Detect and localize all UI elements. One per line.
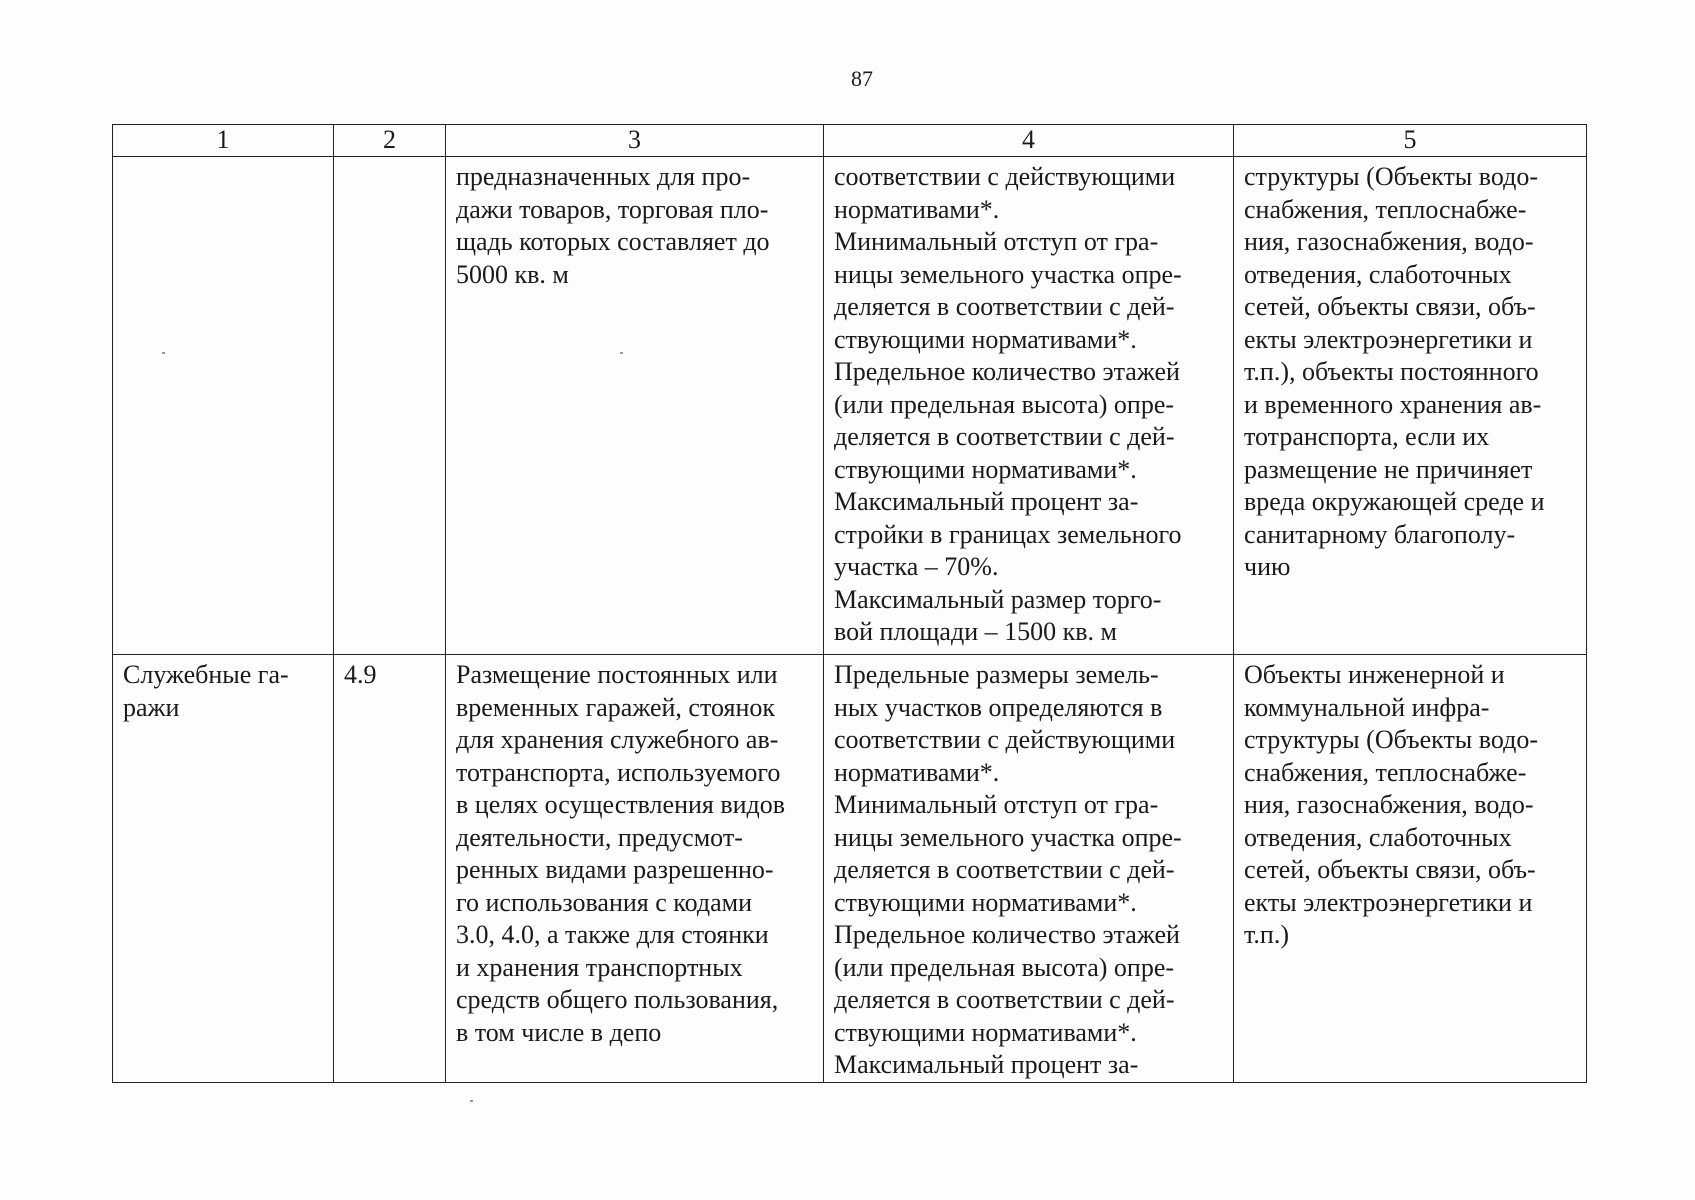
- cell-text-line: сетей, объекты связи, объ-: [1244, 855, 1536, 884]
- table-cell-4: [824, 157, 1234, 655]
- cell-text-line: временных гаражей, стоянок: [456, 692, 775, 722]
- cell-text-line: стройки в границах земельного: [834, 519, 1182, 549]
- zoning-table: [112, 124, 1587, 1083]
- table-row: [113, 655, 1587, 1083]
- cell-text-line: соответствии с действующими: [834, 162, 1176, 191]
- cell-text-line: и хранения транспортных: [456, 952, 743, 982]
- table-cell-4: [824, 655, 1234, 1083]
- cell-text-line: деляется в соответствии с дей-: [834, 855, 1175, 884]
- cell-text-line: Максимальный размер торго-: [834, 584, 1162, 614]
- cell-text-line: Предельное количество этажей: [834, 920, 1180, 949]
- cell-text-line: деляется в соответствии с дей-: [834, 422, 1175, 451]
- cell-text-line: снабжения, теплоснабже-: [1244, 194, 1527, 224]
- header-cell-2: 2: [334, 125, 446, 157]
- header-cell-4: 4: [824, 125, 1234, 157]
- cell-text-line: ния, газоснабжения, водо-: [1244, 790, 1534, 819]
- cell-text-line: деляется в соответствии с дей-: [834, 292, 1175, 321]
- cell-text-line: ницы земельного участка опре-: [834, 822, 1182, 852]
- cell-text-line: в целях осуществления видов: [456, 790, 786, 819]
- cell-text-line: Служебные га-: [123, 660, 289, 689]
- cell-text-line: ражи: [123, 692, 180, 722]
- cell-text-line: деятельности, предусмот-: [456, 822, 743, 852]
- cell-text-line: (или предельная высота) опре-: [834, 389, 1175, 419]
- table-cell-2: [334, 655, 446, 1083]
- cell-text-line: Предельные размеры земель-: [834, 660, 1159, 689]
- cell-text-line: Объекты инженерной и: [1244, 660, 1505, 689]
- cell-text-line: ницы земельного участка опре-: [834, 259, 1182, 289]
- cell-text-line: щадь которых составляет до: [456, 227, 770, 256]
- table-cell-2: [334, 157, 446, 655]
- table-cell-1: [113, 655, 334, 1083]
- cell-text-line: ствующими нормативами*.: [834, 1017, 1137, 1047]
- cell-text-line: ствующими нормативами*.: [834, 324, 1137, 354]
- header-cell-5: 5: [1234, 125, 1587, 157]
- cell-text-line: го использования с кодами: [456, 887, 752, 917]
- cell-text-line: соответствии с действующими: [834, 725, 1176, 754]
- cell-text-line: тотранспорта, если их: [1244, 422, 1490, 451]
- cell-text-line: нормативами*.: [834, 757, 1000, 787]
- cell-text-line: и временного хранения ав-: [1244, 389, 1542, 419]
- cell-text-line: екты электроэнергетики и: [1244, 887, 1533, 917]
- cell-text-line: вой площади – 1500 кв. м: [834, 617, 1117, 646]
- cell-text-line: Минимальный отступ от гра-: [834, 790, 1159, 819]
- cell-text-line: дажи товаров, торговая пло-: [456, 194, 769, 224]
- cell-text-line: тотранспорта, используемого: [456, 757, 781, 787]
- cell-text-line: Размещение постоянных или: [456, 660, 778, 689]
- cell-text-line: сетей, объекты связи, объ-: [1244, 292, 1536, 321]
- cell-text-line: чию: [1244, 552, 1291, 581]
- cell-text-line: Предельное количество этажей: [834, 357, 1180, 386]
- header-cell-1: 1: [113, 125, 334, 157]
- cell-text-line: деляется в соответствии с дей-: [834, 985, 1175, 1014]
- cell-text-line: санитарному благополу-: [1244, 519, 1516, 549]
- cell-text-line: ных участков определяются в: [834, 692, 1163, 722]
- table-row: [113, 157, 1587, 655]
- header-cell-3: 3: [446, 125, 824, 157]
- cell-text-line: 4.9: [344, 660, 377, 689]
- table-cell-1: [113, 157, 334, 655]
- cell-text-line: 3.0, 4.0, а также для стоянки: [456, 920, 769, 949]
- cell-text-line: предназначенных для про-: [456, 162, 751, 191]
- cell-text-line: участка – 70%.: [834, 552, 999, 581]
- table-cell-5: [1234, 157, 1587, 655]
- cell-text-line: структуры (Объекты водо-: [1244, 725, 1539, 754]
- cell-text-line: средств общего пользования,: [456, 985, 779, 1014]
- cell-text-line: отведения, слаботочных: [1244, 259, 1512, 289]
- cell-text-line: размещение не причиняет: [1244, 454, 1533, 484]
- cell-text-line: ния, газоснабжения, водо-: [1244, 227, 1534, 256]
- cell-text-line: нормативами*.: [834, 194, 1000, 224]
- cell-text-line: структуры (Объекты водо-: [1244, 162, 1539, 191]
- cell-text-line: т.п.): [1244, 920, 1289, 949]
- scan-speck: [162, 352, 165, 354]
- cell-text-line: (или предельная высота) опре-: [834, 952, 1175, 982]
- cell-text-line: екты электроэнергетики и: [1244, 324, 1533, 354]
- scan-speck: [620, 352, 623, 354]
- cell-text-line: т.п.), объекты постоянного: [1244, 357, 1539, 386]
- cell-text-line: ствующими нормативами*.: [834, 454, 1137, 484]
- cell-text-line: 5000 кв. м: [456, 259, 569, 289]
- table-cell-3: [446, 157, 824, 655]
- scan-speck: [470, 1100, 473, 1102]
- cell-text-line: Минимальный отступ от гра-: [834, 227, 1159, 256]
- cell-text-line: коммунальной инфра-: [1244, 692, 1490, 722]
- cell-text-line: снабжения, теплоснабже-: [1244, 757, 1527, 787]
- table-cell-3: [446, 655, 824, 1083]
- header-row: [113, 125, 1587, 157]
- cell-text-line: в том числе в депо: [456, 1017, 662, 1047]
- cell-text-line: ренных видами разрешенно-: [456, 855, 774, 884]
- table-cell-5: [1234, 655, 1587, 1083]
- page-number: 87: [851, 66, 873, 91]
- cell-text-line: для хранения служебного ав-: [456, 725, 779, 754]
- cell-text-line: ствующими нормативами*.: [834, 887, 1137, 917]
- cell-text-line: Максимальный процент за-: [834, 487, 1139, 516]
- cell-text-line: Максимальный процент за-: [834, 1050, 1139, 1079]
- cell-text-line: вреда окружающей среде и: [1244, 487, 1545, 516]
- cell-text-line: отведения, слаботочных: [1244, 822, 1512, 852]
